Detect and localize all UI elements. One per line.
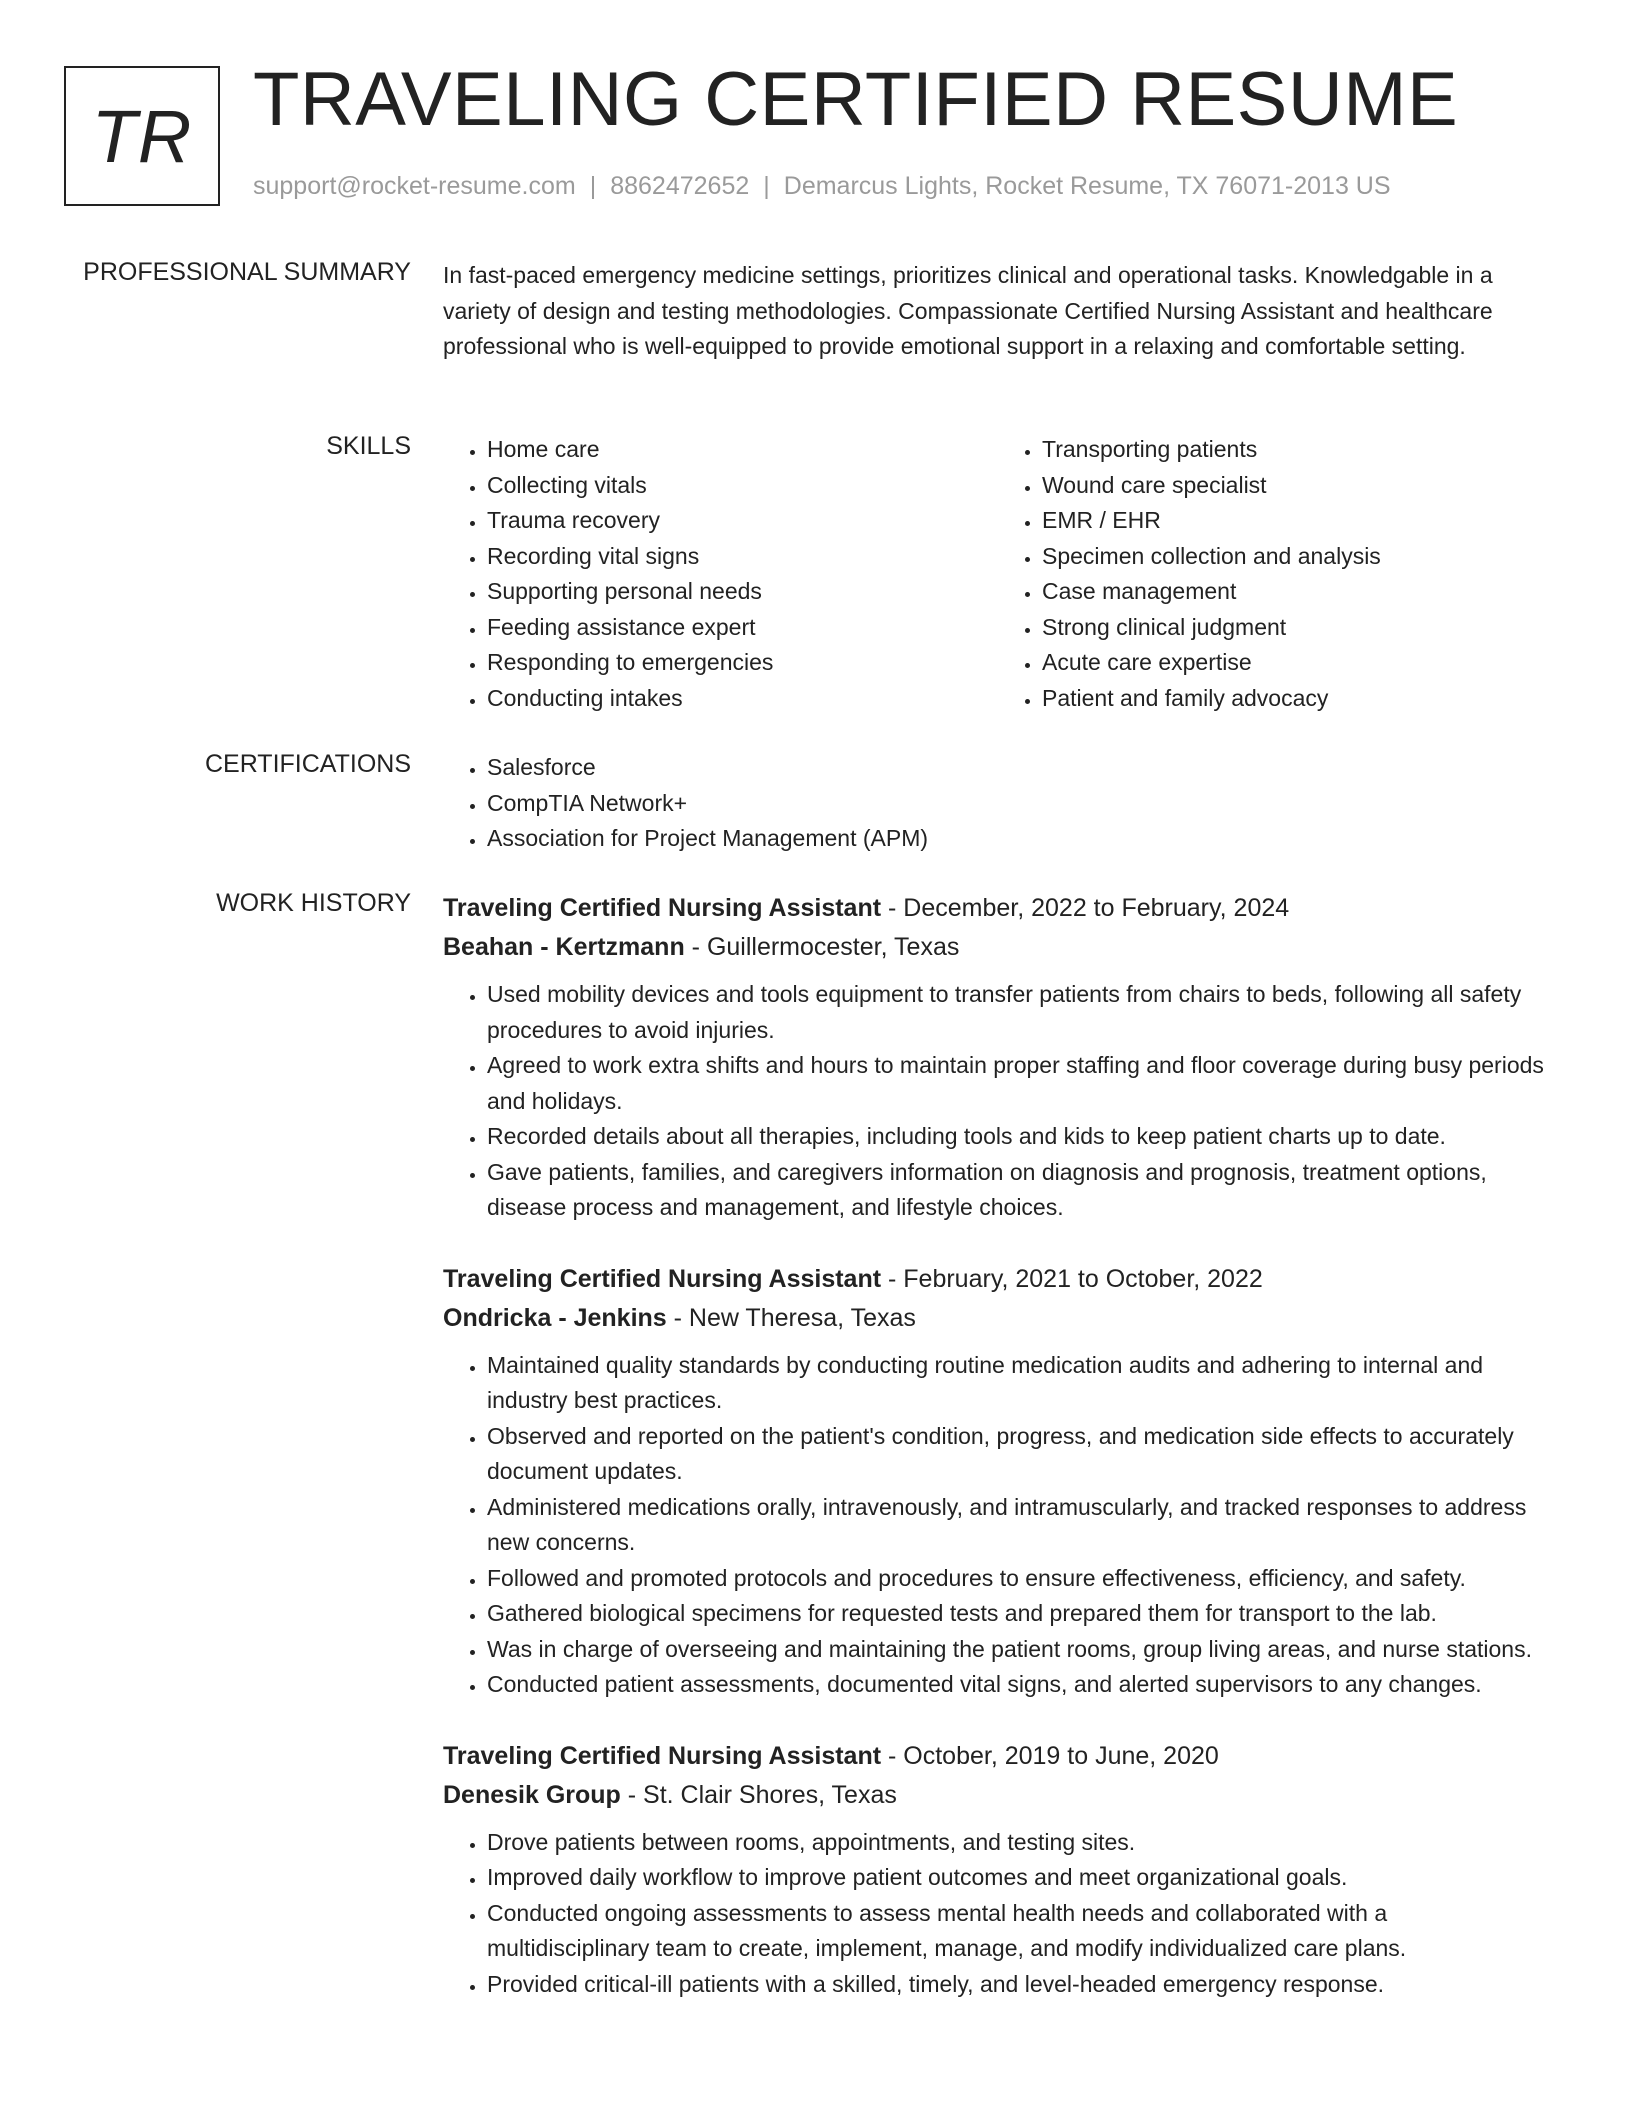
job-dates: December, 2022 to February, 2024: [903, 894, 1290, 922]
job-company: Denesik Group: [443, 1780, 621, 1809]
list-item: • Wound care specialist: [1042, 468, 1553, 504]
list-item: • Improved daily workflow to improve patient outcomes and meet organizational goals.: [487, 1860, 1553, 1896]
job-dash: -: [666, 1303, 689, 1332]
job-dash: -: [684, 933, 707, 961]
work-history-body: [443, 889, 1553, 2036]
job-title-line: [443, 889, 1553, 928]
list-item: • Was in charge of overseeing and maintaining the patient rooms, group living areas, and nurse stations.: [487, 1632, 1553, 1668]
list-item: • Gave patients, families, and caregivers information on diagnosis and prognosis, treatment options, disease process and management, and lifestyle choices.: [487, 1155, 1553, 1226]
list-item: • Conducted patient assessments, documented vital signs, and alerted supervisors to any changes.: [487, 1667, 1553, 1703]
list-item: • Specimen collection and analysis: [1042, 539, 1553, 575]
job-company: Beahan - Kertzmann: [443, 933, 685, 961]
summary-text: In fast-paced emergency medicine settings, prioritizes clinical and operational tasks. Knowledgable in a variety of design and testing methodologies. Compassionate Certified Nursing Assistant and healthcare professional who is well-equipped to provide emotional support in a relaxing and comfortable setting.: [443, 262, 1493, 359]
job-location: St. Clair Shores, Texas: [643, 1780, 897, 1809]
list-item: • Agreed to work extra shifts and hours to maintain proper staffing and floor coverage during busy periods and holidays.: [487, 1048, 1553, 1119]
job-company: Ondricka - Jenkins: [443, 1303, 667, 1332]
list-item: • Used mobility devices and tools equipment to transfer patients from chairs to beds, following all safety procedures to avoid injuries.: [487, 977, 1553, 1048]
list-item: • Salesforce: [487, 750, 1553, 786]
list-item: • EMR / EHR: [1042, 503, 1553, 539]
monogram-logo: TR: [64, 66, 220, 206]
job-dash: -: [881, 894, 904, 922]
section-label-skills: SKILLS: [326, 432, 411, 460]
job-entry: [443, 1260, 1553, 1703]
list-item: • Conducted ongoing assessments to assess mental health needs and collaborated with a multidisciplinary team to create, implement, manage, and modify individualized care plans.: [487, 1896, 1553, 1967]
list-item: • Provided critical-ill patients with a skilled, timely, and level-headed emergency response.: [487, 1967, 1553, 2003]
resume-title: TRAVELING CERTIFIED RESUME: [253, 57, 1459, 142]
job-location: Guillermocester, Texas: [706, 933, 960, 961]
list-item: • Feeding assistance expert: [487, 610, 998, 646]
contact-separator: |: [763, 172, 770, 200]
list-item: • Transporting patients: [1042, 432, 1553, 468]
contact-separator: |: [589, 172, 597, 200]
job-dash: -: [881, 1741, 904, 1770]
contact-address: Demarcus Lights, Rocket Resume, TX 76071-2013 US: [783, 172, 1391, 200]
job-title: Traveling Certified Nursing Assistant: [443, 1741, 882, 1770]
job-location: New Theresa, Texas: [688, 1303, 916, 1332]
job-company-line: [443, 928, 1553, 967]
skills-list-left: [443, 432, 998, 716]
list-item: • Conducting intakes: [487, 681, 998, 717]
list-item: • Gathered biological specimens for requested tests and prepared them for transport to the lab.: [487, 1596, 1553, 1632]
list-item: • Acute care expertise: [1042, 645, 1553, 681]
job-entry: [443, 1737, 1553, 2003]
job-dates: February, 2021 to October, 2022: [903, 1264, 1263, 1293]
section-label-work-history: WORK HISTORY: [216, 889, 411, 917]
list-item: • Followed and promoted protocols and procedures to ensure effectiveness, efficiency, and safety.: [487, 1561, 1553, 1597]
list-item: • Home care: [487, 432, 998, 468]
list-item: • Drove patients between rooms, appointments, and testing sites.: [487, 1825, 1553, 1861]
job-bullets: [443, 977, 1553, 1226]
skills-list-right: [998, 432, 1553, 716]
list-item: • Observed and reported on the patient's condition, progress, and medication side effects to accurately document updates.: [487, 1419, 1553, 1490]
job-title: Traveling Certified Nursing Assistant: [443, 1264, 882, 1293]
list-item: • Trauma recovery: [487, 503, 998, 539]
job-company-line: [443, 1776, 1553, 1815]
certifications-list: [443, 750, 1553, 857]
list-item: • Maintained quality standards by conducting routine medication audits and adhering to internal and industry best practices.: [487, 1348, 1553, 1419]
section-label-summary: PROFESSIONAL SUMMARY: [83, 258, 411, 286]
list-item: • Strong clinical judgment: [1042, 610, 1553, 646]
list-item: • Patient and family advocacy: [1042, 681, 1553, 717]
list-item: • Case management: [1042, 574, 1553, 610]
job-bullets: [443, 1825, 1553, 2003]
list-item: • Recorded details about all therapies, including tools and kids to keep patient charts up to date.: [487, 1119, 1553, 1155]
job-title: Traveling Certified Nursing Assistant: [443, 894, 882, 922]
list-item: • Responding to emergencies: [487, 645, 998, 681]
job-entry: [443, 889, 1553, 1226]
contact-email: support@rocket-resume.com: [253, 172, 576, 200]
job-company-line: [443, 1299, 1553, 1338]
job-dates: October, 2019 to June, 2020: [903, 1741, 1219, 1770]
job-dash: -: [620, 1780, 644, 1809]
list-item: • Recording vital signs: [487, 539, 998, 575]
job-bullets: [443, 1348, 1553, 1703]
list-item: • CompTIA Network+: [487, 786, 1553, 822]
job-title-line: [443, 1260, 1553, 1299]
contact-phone: 8862472652: [610, 172, 750, 200]
skills-body: [443, 432, 1553, 716]
list-item: • Administered medications orally, intravenously, and intramuscularly, and tracked responses to address new concerns.: [487, 1490, 1553, 1561]
list-item: • Supporting personal needs: [487, 574, 998, 610]
job-title-line: [443, 1737, 1553, 1776]
list-item: • Collecting vitals: [487, 468, 998, 504]
section-label-certifications: CERTIFICATIONS: [204, 750, 411, 778]
certifications-body: [443, 750, 1553, 857]
job-dash: -: [881, 1264, 904, 1293]
contact-line: [253, 172, 1391, 201]
list-item: • Association for Project Management (APM): [487, 821, 1553, 857]
